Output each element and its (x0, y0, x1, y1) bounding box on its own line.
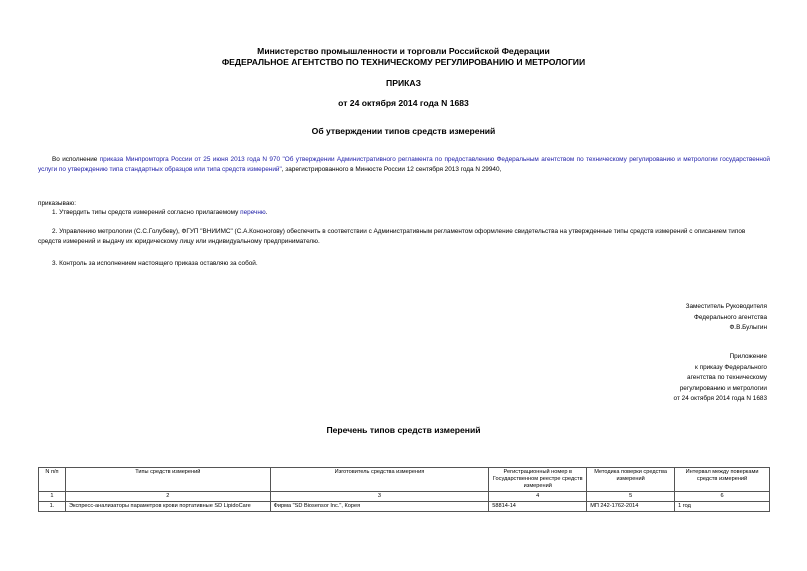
header-interval: Интервал между поверками средств измерений (675, 468, 770, 492)
appendix-line-5: от 24 октября 2014 года N 1683 (673, 395, 767, 402)
appendix-line-4: регулированию и метрологии (679, 384, 767, 392)
cell-interval: 1 год (675, 502, 770, 512)
intro-paragraph (38, 155, 770, 174)
cell-registration: 58814-14 (489, 502, 587, 512)
column-number: 1 (39, 492, 66, 502)
doc-type: ПРИКАЗ (386, 78, 421, 88)
list-link[interactable]: перечню (240, 209, 266, 216)
column-number: 2 (65, 492, 270, 502)
order-item-2: 2. Управлению метрологии (С.С.Голубеву), ФГУП "ВНИИМС" (С.А.Кононогову) обеспечить в соответствии с Административным регламентом оформление свидетельства на утвержденные типы средств измерений с описанием типов средств измерений и выдачу их юридическому лицу или индивидуальному предпринимателю. (38, 228, 746, 245)
header-method: Методика поверки средства измерений (587, 468, 675, 492)
doc-title: Об утверждении типов средств измерений (311, 126, 496, 136)
list-title: Перечень типов средств измерений (326, 425, 481, 435)
table-number-row (39, 492, 770, 502)
intro-suffix: , зарегистрированного в Минюсте России 12 сентября 2013 года N 29940, (281, 165, 502, 173)
order-item-3: 3. Контроль за исполнением настоящего приказа оставляю за собой. (52, 260, 258, 267)
order-item-1 (52, 208, 267, 218)
header-number: N п/п (39, 468, 66, 492)
regulation-link[interactable]: приказа Минпромторга России от 25 июня 2013 года N 970 "Об утверждении Административного регламента по предоставлению Федеральным агентством по техническому регулированию и метрологии государственной услуги по утверждению типа стандартных образцов или типа средств измерений" (38, 156, 770, 173)
signature-line-3: Ф.В.Булыгин (729, 324, 767, 331)
appendix-line-1: Приложение (729, 353, 767, 360)
cell-number: 1. (39, 502, 66, 512)
ministry-name: Министерство промышленности и торговли Российской Федерации (257, 46, 550, 56)
order-word: приказываю: (38, 200, 76, 207)
header-manufacturer: Изготовитель средства измерения (270, 468, 489, 492)
cell-method: МП 242-1762-2014 (587, 502, 675, 512)
appendix-line-2: к приказу Федерального (695, 363, 767, 371)
column-number: 5 (587, 492, 675, 502)
appendix-line-3: агентства по техническому (687, 374, 767, 381)
doc-date-number: от 24 октября 2014 года N 1683 (338, 98, 469, 108)
column-number: 4 (489, 492, 587, 502)
appendix-block (674, 352, 767, 405)
order-item-1-suffix: . (265, 209, 268, 216)
agency-name: ФЕДЕРАЛЬНОЕ АГЕНТСТВО ПО ТЕХНИЧЕСКОМУ РЕГУЛИРОВАНИЮ И МЕТРОЛОГИИ (221, 57, 586, 67)
cell-type: Экспресс-анализаторы параметров крови портативные SD LipidoCare (65, 502, 270, 512)
column-number: 3 (270, 492, 489, 502)
instruments-table (38, 467, 770, 512)
cell-manufacturer: Фирма "SD Biosensor Inc.", Корея (270, 502, 489, 512)
header-type: Типы средств измерений (65, 468, 270, 492)
table-row (39, 502, 770, 512)
order-item-1-prefix: 1. Утвердить типы средств измерений согласно прилагаемому (52, 209, 241, 216)
intro-prefix: Во исполнение (52, 156, 100, 163)
signature-line-2: Федерального агентства (693, 313, 767, 321)
table-header-row (39, 468, 770, 492)
column-number: 6 (675, 492, 770, 502)
header-registration: Регистрационный номер в Государственном реестре средств измерений (489, 468, 587, 492)
signature-block (686, 302, 767, 334)
signature-line-1: Заместитель Руководителя (685, 303, 767, 310)
